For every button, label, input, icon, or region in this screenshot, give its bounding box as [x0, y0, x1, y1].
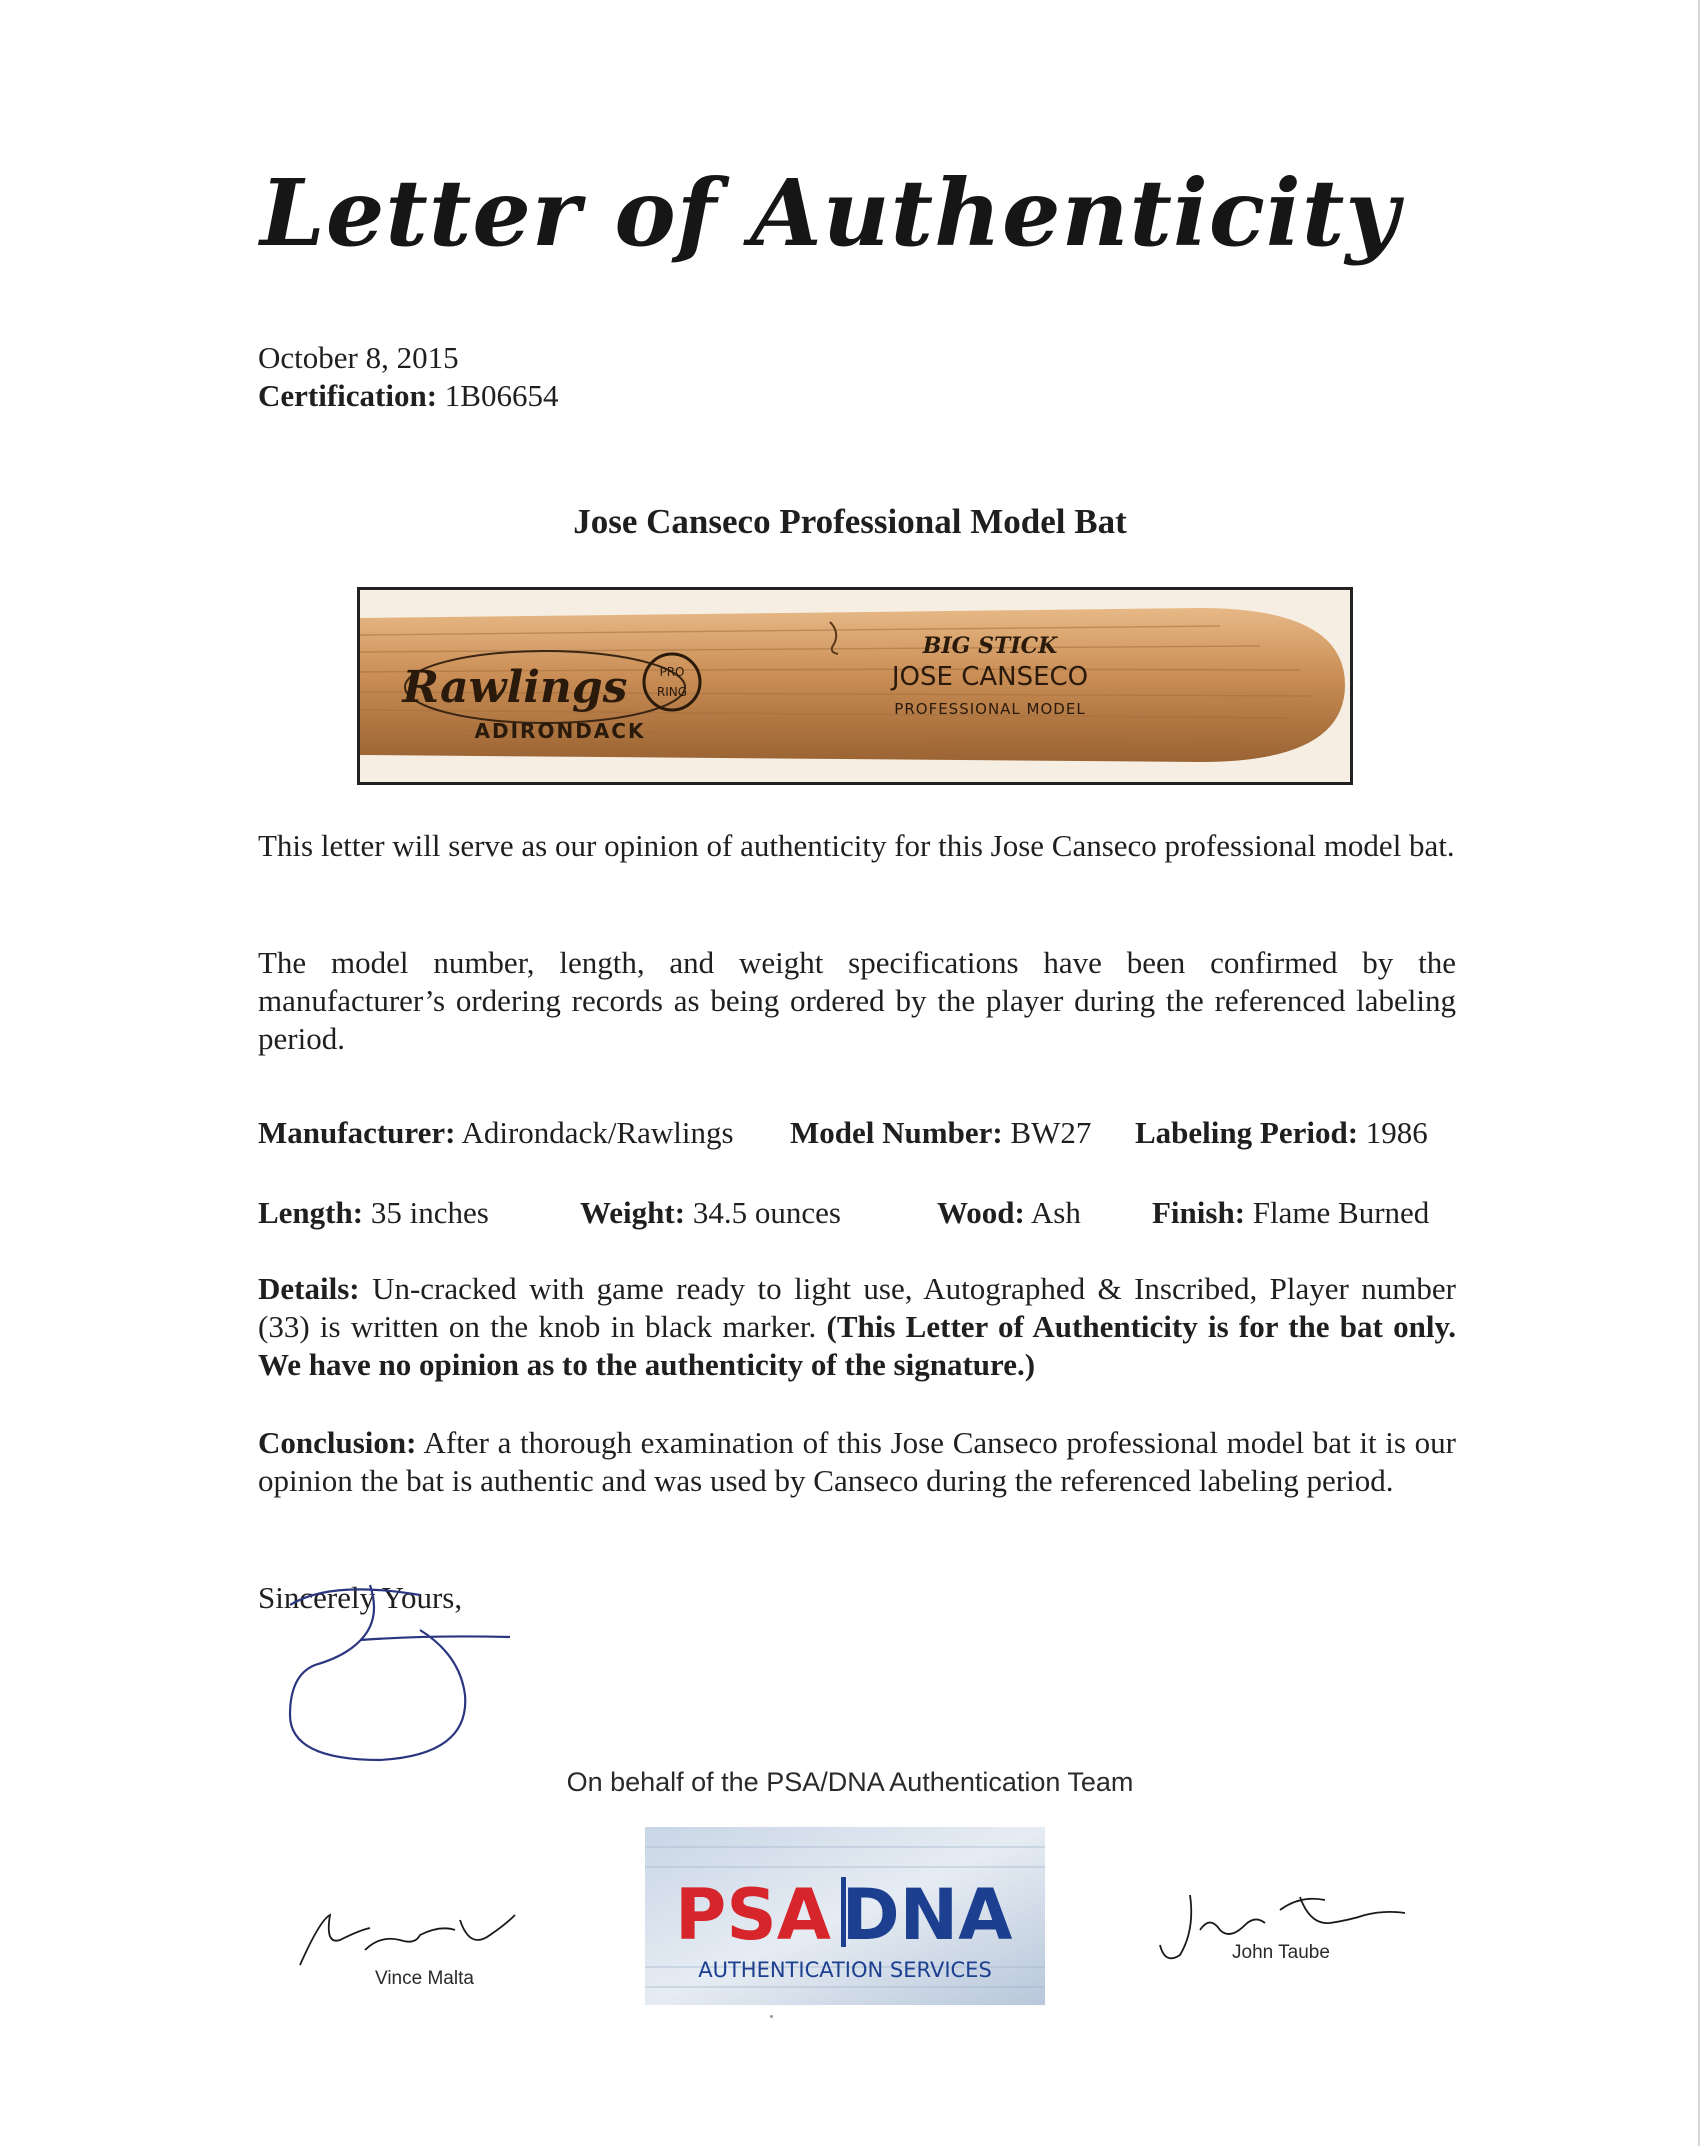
wood-label: Wood: — [937, 1195, 1025, 1230]
letter-title-text: Letter of Authenticity — [260, 159, 1400, 267]
weight-label: Weight: — [580, 1195, 686, 1230]
manufacturer-value: Adirondack/Rawlings — [461, 1115, 734, 1150]
letter-date: October 8, 2015 — [258, 340, 459, 375]
length-value: 35 inches — [370, 1195, 489, 1230]
logo-dna: DNA — [841, 1874, 1013, 1956]
pro-ring-top: PRO — [659, 665, 685, 679]
scan-speck — [770, 2015, 773, 2018]
paragraph-opinion: This letter will serve as our opinion of authenticity for this Jose Canseco professional model bat. — [258, 828, 1455, 863]
weight-value: 34.5 ounces — [692, 1195, 841, 1230]
closing-line: Sincerely Yours, — [258, 1580, 463, 1615]
certification-label: Certification: — [258, 378, 438, 413]
details-text: Un-cracked with game ready to light use, Autographed & Inscribed, Player number (33) is written on the knob in black marker. — [258, 1271, 1456, 1344]
certification-line — [258, 378, 558, 414]
psa-dna-logo — [645, 1827, 1045, 2005]
manufacturer-label: Manufacturer: — [258, 1115, 456, 1150]
logo-psa: PSA — [675, 1874, 831, 1956]
spec-length — [258, 1195, 489, 1231]
details-disclaimer: (This Letter of Authenticity is for the bat only. We have no opinion as to the authenticity of the signature.) — [258, 1309, 1457, 1382]
bat-sub-brand: ADIRONDACK — [474, 719, 646, 743]
finish-label: Finish: — [1152, 1195, 1246, 1230]
pro-ring-bottom: RING — [656, 685, 688, 699]
conclusion-text: After a thorough examination of this Jose Canseco professional model bat it is our opinion the bat is authentic and was used by Canseco during the referenced labeling period. — [258, 1425, 1457, 1498]
letter-title — [230, 150, 1430, 290]
main-signature — [270, 1575, 530, 1775]
bat-model-text: PROFESSIONAL MODEL — [894, 700, 1086, 718]
length-label: Length: — [258, 1195, 364, 1230]
model-number-label: Model Number: — [790, 1115, 1003, 1150]
conclusion-paragraph — [258, 1424, 1456, 1500]
item-title: Jose Canseco Professional Model Bat — [573, 502, 1127, 541]
signer-left-name: Vince Malta — [375, 1968, 474, 1989]
labeling-period-label: Labeling Period: — [1135, 1115, 1359, 1150]
finish-value: Flame Burned — [1252, 1195, 1430, 1230]
spec-wood — [937, 1195, 1081, 1231]
bat-photo — [357, 587, 1353, 785]
bat-brand: Rawlings — [402, 662, 628, 713]
model-number-value: BW27 — [1010, 1115, 1092, 1150]
spec-weight — [580, 1195, 841, 1231]
details-paragraph — [258, 1270, 1456, 1384]
spec-finish — [1152, 1195, 1429, 1231]
spec-manufacturer — [258, 1115, 734, 1151]
logo-services: AUTHENTICATION SERVICES — [698, 1958, 992, 1982]
on-behalf-line: On behalf of the PSA/DNA Authentication Team — [566, 1767, 1134, 1797]
wood-value: Ash — [1030, 1195, 1081, 1230]
bat-model-line: BIG STICK — [922, 633, 1058, 659]
labeling-period-value: 1986 — [1365, 1115, 1428, 1150]
conclusion-label: Conclusion: — [258, 1425, 417, 1460]
details-label: Details: — [258, 1271, 360, 1306]
bat-player-name: JOSE CANSECO — [891, 662, 1089, 692]
signer-right-name: John Taube — [1232, 1942, 1330, 1963]
certification-number: 1B06654 — [444, 378, 559, 413]
spec-model-number — [790, 1115, 1091, 1151]
paragraph-specifications: The model number, length, and weight specifications have been confirmed by the manufacturer’s ordering records as being ordered by the player during the referenced labeling period. — [258, 945, 1456, 1056]
spec-labeling-period — [1135, 1115, 1428, 1151]
